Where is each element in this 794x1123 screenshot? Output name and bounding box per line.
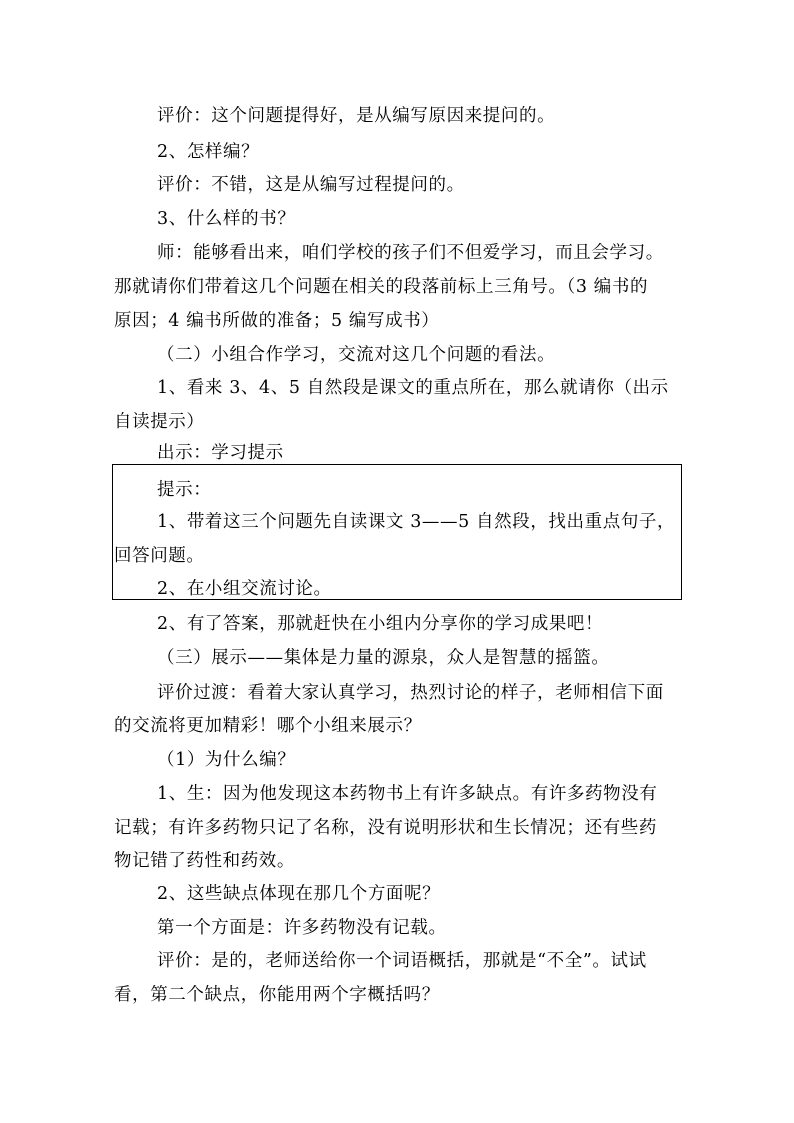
paragraph-line: 评价：是的，老师送给你一个词语概括，那就是“不全”。试试	[157, 951, 647, 971]
tip-box-line: 提示：	[157, 480, 212, 500]
paragraph-line: 第一个方面是：许多药物没有记载。	[157, 918, 447, 938]
paragraph-line: 自读提示）	[114, 412, 205, 432]
tip-box-line: 1、带着这三个问题先自读课文 3——5 自然段，找出重点句子，	[157, 512, 676, 532]
paragraph-line: 2、怎样编？	[157, 142, 260, 162]
paragraph-line: 记载；有许多药物只记了名称，没有说明形状和生长情况；还有些药	[114, 818, 657, 838]
paragraph-line: 评价：这个问题提得好，是从编写原因来提问的。	[157, 106, 556, 126]
paragraph-line: 1、生：因为他发现这本药物书上有许多缺点。有许多药物没有	[157, 784, 658, 804]
paragraph-line: 评价过渡：看着大家认真学习，热烈讨论的样子，老师相信下面	[157, 683, 664, 703]
paragraph-line: 看，第二个缺点，你能用两个字概括吗？	[114, 985, 440, 1005]
paragraph-line: 物记错了药性和药效。	[114, 851, 295, 871]
paragraph-line: （三）展示——集体是力量的源泉，众人是智慧的摇篮。	[157, 648, 610, 668]
paragraph-line: 的交流将更加精彩！哪个小组来展示？	[114, 716, 422, 736]
paragraph-line: 师：能够看出来，咱们学校的孩子们不但爱学习，而且会学习。	[157, 243, 664, 263]
paragraph-line: 那就请你们带着这几个问题在相关的段落前标上三角号。（3 编书的	[114, 277, 649, 297]
paragraph-line: 2、有了答案，那就赶快在小组内分享你的学习成果吧！	[157, 614, 604, 634]
paragraph-line: （1）为什么编？	[157, 750, 296, 770]
paragraph-line: （二）小组合作学习，交流对这几个问题的看法。	[157, 345, 556, 365]
paragraph-line: 原因；4 编书所做的准备；5 编写成书）	[114, 311, 440, 331]
paragraph-line: 评价：不错，这是从编写过程提问的。	[157, 175, 465, 195]
tip-box-line: 回答问题。	[114, 546, 205, 566]
paragraph-line: 出示：学习提示	[157, 443, 284, 463]
paragraph-line: 2、这些缺点体现在那几个方面呢？	[157, 884, 441, 904]
paragraph-line: 3、什么样的书？	[157, 209, 296, 229]
paragraph-line: 1、看来 3、4、5 自然段是课文的重点所在，那么就请你（出示	[157, 378, 669, 398]
tip-box-line: 2、在小组交流讨论。	[157, 579, 332, 599]
